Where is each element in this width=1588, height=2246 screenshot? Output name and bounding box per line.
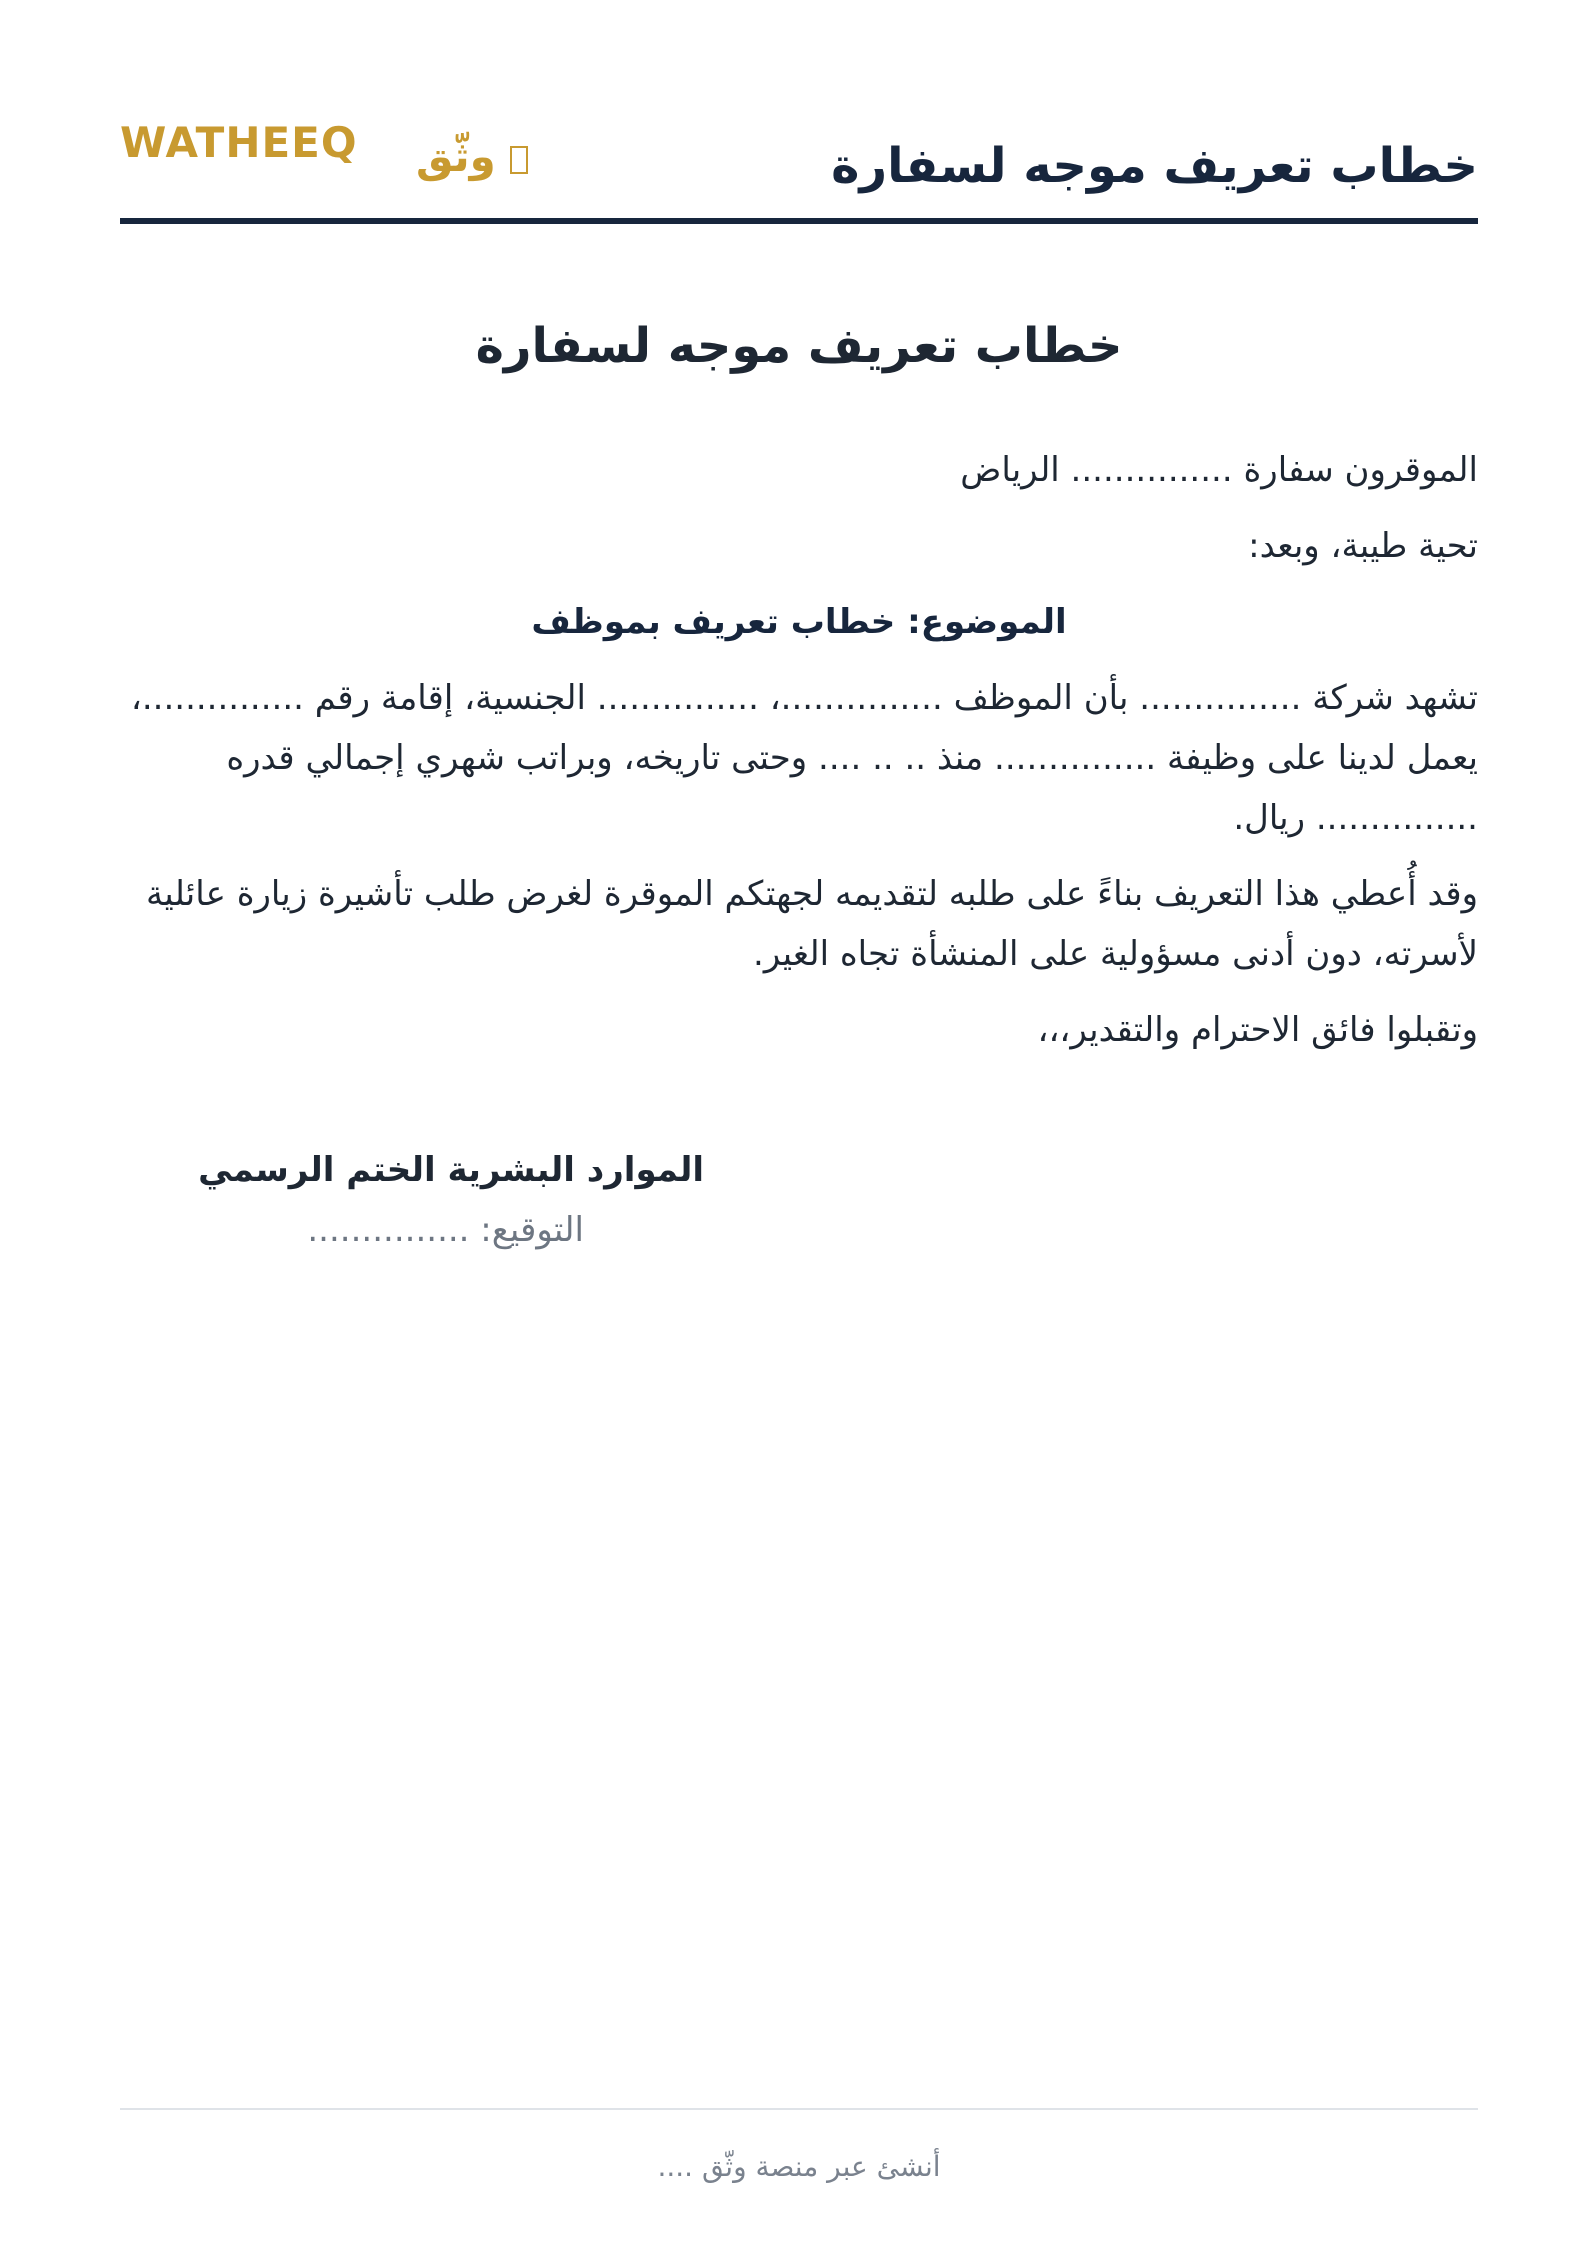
document-header — [120, 118, 1478, 224]
brand-logo-en: WATHEEQ — [120, 118, 358, 167]
brand-mark-icon — [510, 146, 528, 174]
signature-block — [144, 1140, 704, 1260]
header-title: خطاب تعريف موجه لسفارة — [831, 138, 1478, 194]
signature-line: التوقيع: ............... — [307, 1210, 584, 1250]
document-title: خطاب تعريف موجه لسفارة — [475, 318, 1123, 374]
purpose-paragraph: وقد أُعطي هذا التعريف بناءً على طلبه لتقديمه لجهتكم الموقرة لغرض طلب تأشيرة زيارة عائلية لأسرته، دون أدنى مسؤولية على المنشأة تجاه الغير. — [146, 874, 1478, 974]
employee-details-paragraph: تشهد شركة ............... بأن الموظف ...............، ............... الجنسية، إقامة رقم ...............، يعمل لدينا على وظيفة ............... منذ .. .. .... وحتى تاريخه، وبراتب شهري إجمالي قدره ............... ريال. — [130, 678, 1478, 838]
closing-line: وتقبلوا فائق الاحترام والتقدير،،، — [1037, 1010, 1478, 1050]
footer-note: أنشئ عبر منصة وثّق .... — [657, 2150, 941, 2183]
subject-line: الموضوع: خطاب تعريف بموظف — [531, 602, 1067, 642]
footer-divider — [120, 2108, 1478, 2110]
greeting-line: تحية طيبة، وبعد: — [1248, 526, 1478, 566]
recipient-line: الموقرون سفارة ............... الرياض — [960, 450, 1478, 490]
letter-body — [120, 440, 1478, 1076]
document-page — [120, 0, 1478, 2246]
brand-name-ar: وثّق — [416, 132, 496, 181]
signature-title: الموارد البشرية الختم الرسمي — [198, 1150, 704, 1190]
brand-logo-ar — [416, 132, 528, 181]
